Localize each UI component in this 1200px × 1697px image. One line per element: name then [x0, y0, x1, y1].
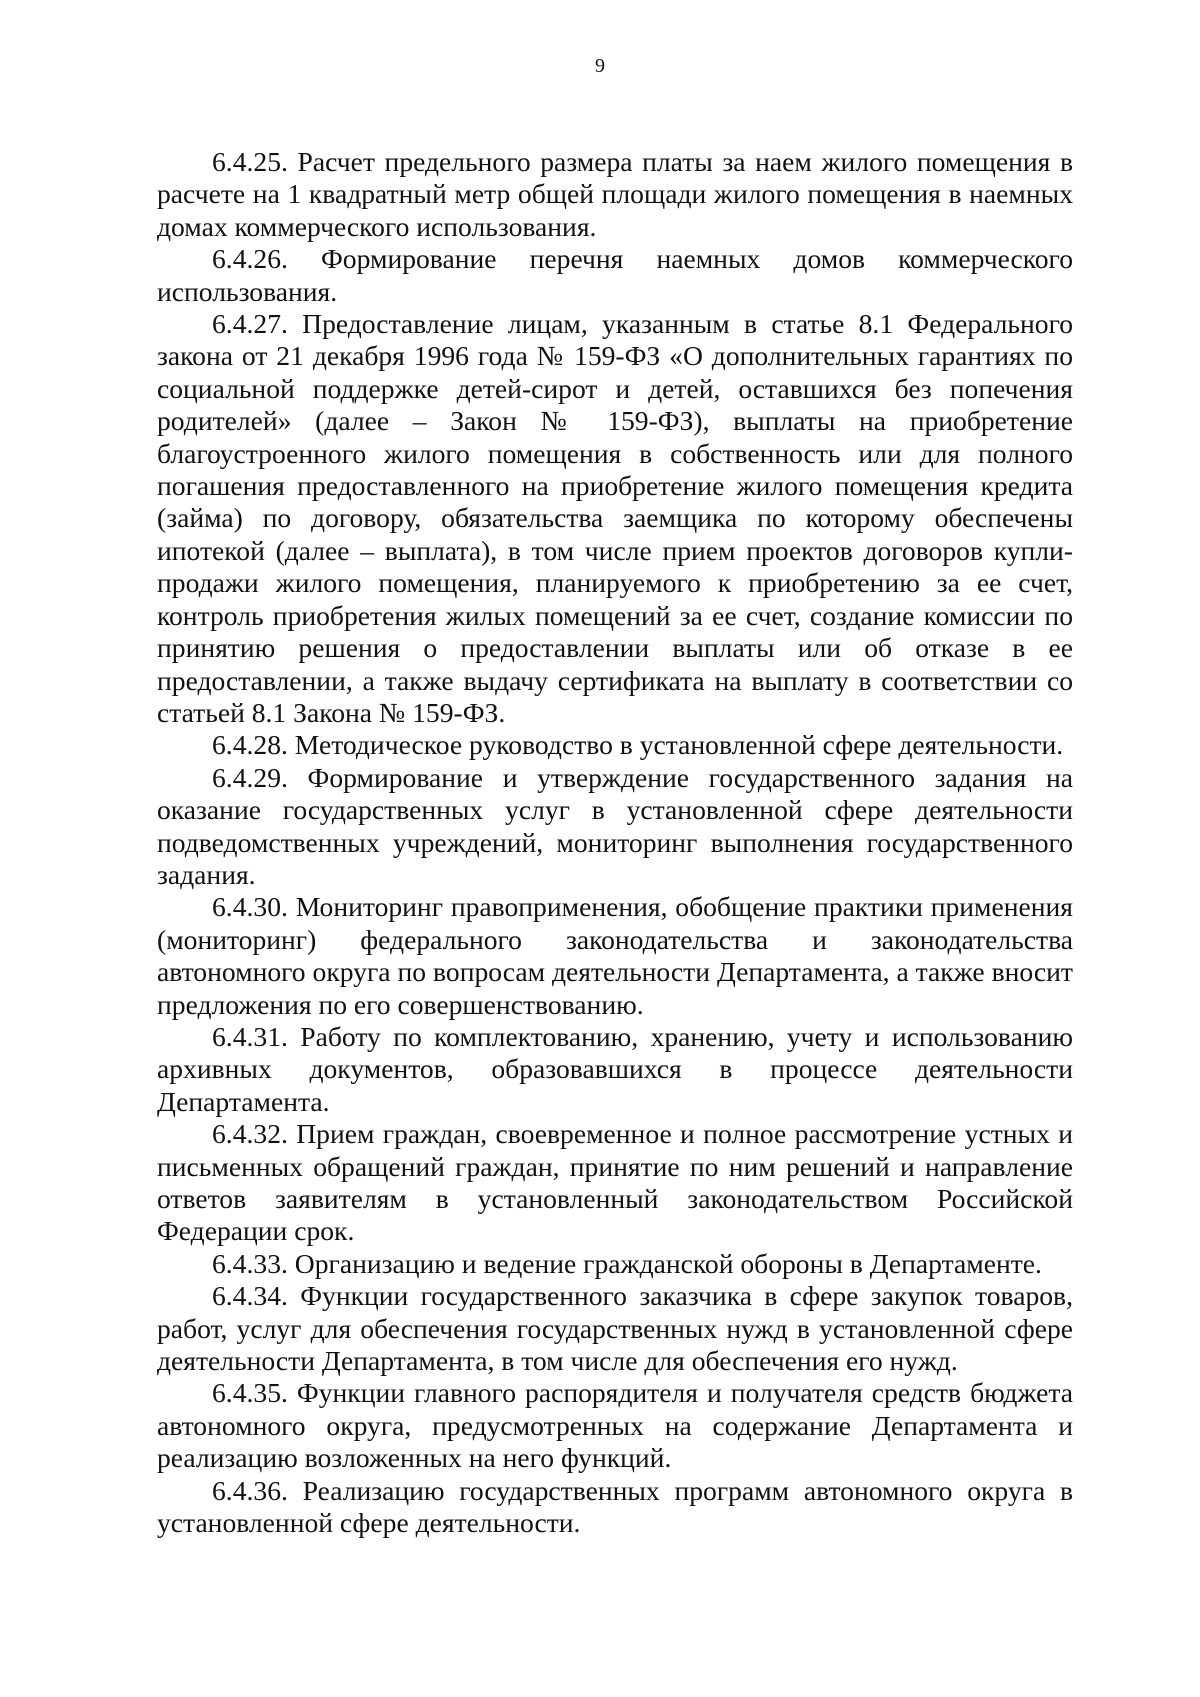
page-number: 9: [595, 55, 605, 77]
paragraph-6-4-29: 6.4.29. Формирование и утверждение государственного задания на оказание государственных услуг в установленной сфере деятельности подведомственных учреждений, мониторинг выполнения государственного задания.: [157, 761, 1073, 890]
paragraph-6-4-28: 6.4.28. Методическое руководство в установленной сфере деятельности.: [212, 729, 1064, 761]
paragraph-6-4-34: 6.4.34. Функции государственного заказчика в сфере закупок товаров, работ, услуг для обеспечения государственных нужд в установленной сфере деятельности Департамента, в том числе для обеспечения его нужд.: [157, 1280, 1073, 1377]
document-body: [157, 146, 1073, 1539]
paragraph-6-4-36: 6.4.36. Реализацию государственных программ автономного округа в установленной сфере деятельности.: [157, 1474, 1073, 1539]
paragraph-6-4-33: 6.4.33. Организацию и ведение гражданской обороны в Департаменте.: [212, 1247, 1042, 1279]
paragraph-6-4-35: 6.4.35. Функции главного распорядителя и получателя средств бюджета автономного округа, предусмотренных на содержание Департамента и реализацию возложенных на него функций.: [157, 1377, 1073, 1474]
paragraph-6-4-26: 6.4.26. Формирование перечня наемных домов коммерческого использования.: [157, 243, 1073, 307]
paragraph-6-4-27: 6.4.27. Предоставление лицам, указанным в статье 8.1 Федерального закона от 21 декабря 1996 года № 159-ФЗ «О дополнительных гарантиях по социальной поддержке детей-сирот и детей, оставшихся без попечения родителей» (далее – Закон № 159-ФЗ), выплаты на приобретение благоустроенного жилого помещения в собственность или для полного погашения предоставленного на приобретение жилого помещения кредита (займа) по договору, обязательства заемщика по которому обеспечены ипотекой (далее – выплата), в том числе прием проектов договоров купли-продажи жилого помещения, планируемого к приобретению за ее счет, контроль приобретения жилых помещений за ее счет, создание комиссии по принятию решения о предоставлении выплаты или об отказе в ее предоставлении, а также выдачу сертификата на выплату в соответствии со статьей 8.1 Закона № 159-ФЗ.: [157, 308, 1073, 728]
paragraph-6-4-32: 6.4.32. Прием граждан, своевременное и полное рассмотрение устных и письменных обращений граждан, принятие по ним решений и направление ответов заявителям в установленный законодательством Российской Федерации срок.: [157, 1118, 1073, 1247]
paragraph-6-4-30: 6.4.30. Мониторинг правоприменения, обобщение практики применения (мониторинг) федерального законодательства и законодательства автономного округа по вопросам деятельности Департамента, а также вносит предложения по его совершенствованию.: [157, 891, 1073, 1020]
paragraph-6-4-25: 6.4.25. Расчет предельного размера платы за наем жилого помещения в расчете на 1 квадратный метр общей площади жилого помещения в наемных домах коммерческого использования.: [157, 146, 1073, 242]
paragraph-6-4-31: 6.4.31. Работу по комплектованию, хранению, учету и использованию архивных документов, образовавшихся в процессе деятельности Департамента.: [157, 1020, 1073, 1117]
